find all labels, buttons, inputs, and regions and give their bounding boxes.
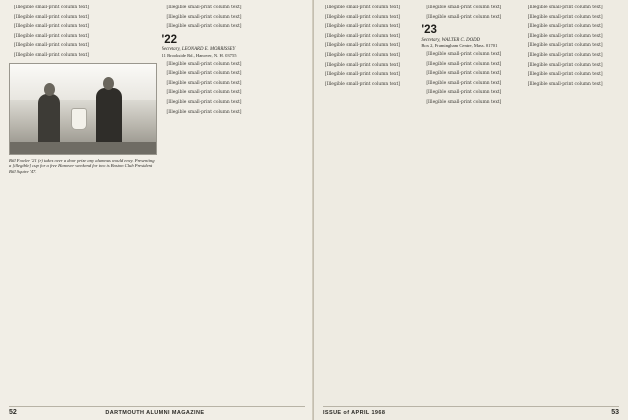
body-paragraph: [Illegible small-print column text] xyxy=(527,62,603,68)
body-paragraph: [Illegible small-print column text] xyxy=(527,24,603,30)
body-paragraph: [Illegible small-print column text] xyxy=(426,100,502,106)
body-paragraph: [Illegible small-print column text] xyxy=(14,14,89,20)
right-column-3 xyxy=(523,5,619,420)
class-address: 11 Brookside Rd., Hanover, N. H. 03755 xyxy=(161,53,237,59)
right-page xyxy=(314,0,628,420)
body-paragraph: [Illegible small-print column text] xyxy=(166,24,242,30)
photo-caption: Bill Fowler '21 (r) takes over a door prize any alumnus would envy. Presenting a [illegible] cup for a free Hanover weekend for two is Boston Club President Bill Squire '47. xyxy=(9,157,155,174)
body-paragraph: [Illegible small-print column text] xyxy=(527,5,603,10)
class-secretary: Secretary, WALTER C. DODD xyxy=(421,37,481,43)
body-paragraph: [Illegible small-print column text] xyxy=(325,5,400,10)
body-paragraph: [Illegible small-print column text] xyxy=(166,90,242,96)
class-heading-22 xyxy=(162,35,310,59)
body-paragraph: [Illegible small-print column text] xyxy=(325,52,400,58)
class-year: '22 xyxy=(161,33,178,46)
class-year: '23 xyxy=(421,24,437,37)
right-column-2 xyxy=(421,5,517,420)
left-column-1 xyxy=(9,5,157,420)
class-heading-23 xyxy=(421,25,517,49)
body-paragraph: [Illegible small-print column text] xyxy=(166,80,242,86)
body-paragraph: [Illegible small-print column text] xyxy=(325,72,400,78)
trophy-cup xyxy=(71,108,87,130)
page-number: 53 xyxy=(611,409,619,416)
class-secretary: Secretary, LEONARD E. MORRISSEY xyxy=(161,47,236,53)
body-paragraph: [Illegible small-print column text] xyxy=(166,109,242,115)
right-page-footer xyxy=(323,406,619,416)
body-paragraph: [Illegible small-print column text] xyxy=(426,80,502,86)
body-paragraph: [Illegible small-print column text] xyxy=(166,71,242,77)
running-header: DARTMOUTH ALUMNI MAGAZINE xyxy=(105,410,205,416)
body-paragraph: [Illegible small-print column text] xyxy=(426,5,502,10)
body-paragraph: [Illegible small-print column text] xyxy=(426,61,502,67)
body-paragraph: [Illegible small-print column text] xyxy=(14,52,89,58)
body-paragraph: [Illegible small-print column text] xyxy=(527,81,603,87)
body-paragraph: [Illegible small-print column text] xyxy=(14,5,89,10)
body-paragraph: [Illegible small-print column text] xyxy=(527,33,603,39)
body-paragraph: [Illegible small-print column text] xyxy=(14,33,89,39)
left-page-footer xyxy=(9,406,305,416)
body-paragraph: [Illegible small-print column text] xyxy=(325,24,400,30)
body-paragraph: [Illegible small-print column text] xyxy=(166,14,242,20)
body-paragraph: [Illegible small-print column text] xyxy=(325,62,400,68)
left-column-2 xyxy=(162,5,310,420)
body-paragraph: [Illegible small-print column text] xyxy=(325,14,400,20)
body-paragraph: [Illegible small-print column text] xyxy=(426,14,502,20)
body-paragraph: [Illegible small-print column text] xyxy=(166,100,242,106)
body-paragraph: [Illegible small-print column text] xyxy=(527,52,603,58)
body-paragraph: [Illegible small-print column text] xyxy=(14,43,89,49)
class-address: Box 2, Framingham Centre, Mass. 01701 xyxy=(421,43,498,49)
body-paragraph: [Illegible small-print column text] xyxy=(166,5,242,10)
body-paragraph: [Illegible small-print column text] xyxy=(325,43,400,49)
body-paragraph: [Illegible small-print column text] xyxy=(325,33,400,39)
photo-block xyxy=(9,63,157,175)
body-paragraph: [Illegible small-print column text] xyxy=(426,71,502,77)
body-paragraph: [Illegible small-print column text] xyxy=(14,24,89,30)
door-prize-photo xyxy=(9,63,157,155)
body-paragraph: [Illegible small-print column text] xyxy=(426,90,502,96)
right-column-1 xyxy=(320,5,416,420)
body-paragraph: [Illegible small-print column text] xyxy=(166,61,242,67)
body-paragraph: [Illegible small-print column text] xyxy=(426,52,502,58)
page-number: 52 xyxy=(9,409,17,416)
running-header: ISSUE of APRIL 1968 xyxy=(323,410,386,416)
body-paragraph: [Illegible small-print column text] xyxy=(527,14,603,20)
body-paragraph: [Illegible small-print column text] xyxy=(527,72,603,78)
body-paragraph: [Illegible small-print column text] xyxy=(527,43,603,49)
body-paragraph: [Illegible small-print column text] xyxy=(325,81,400,87)
